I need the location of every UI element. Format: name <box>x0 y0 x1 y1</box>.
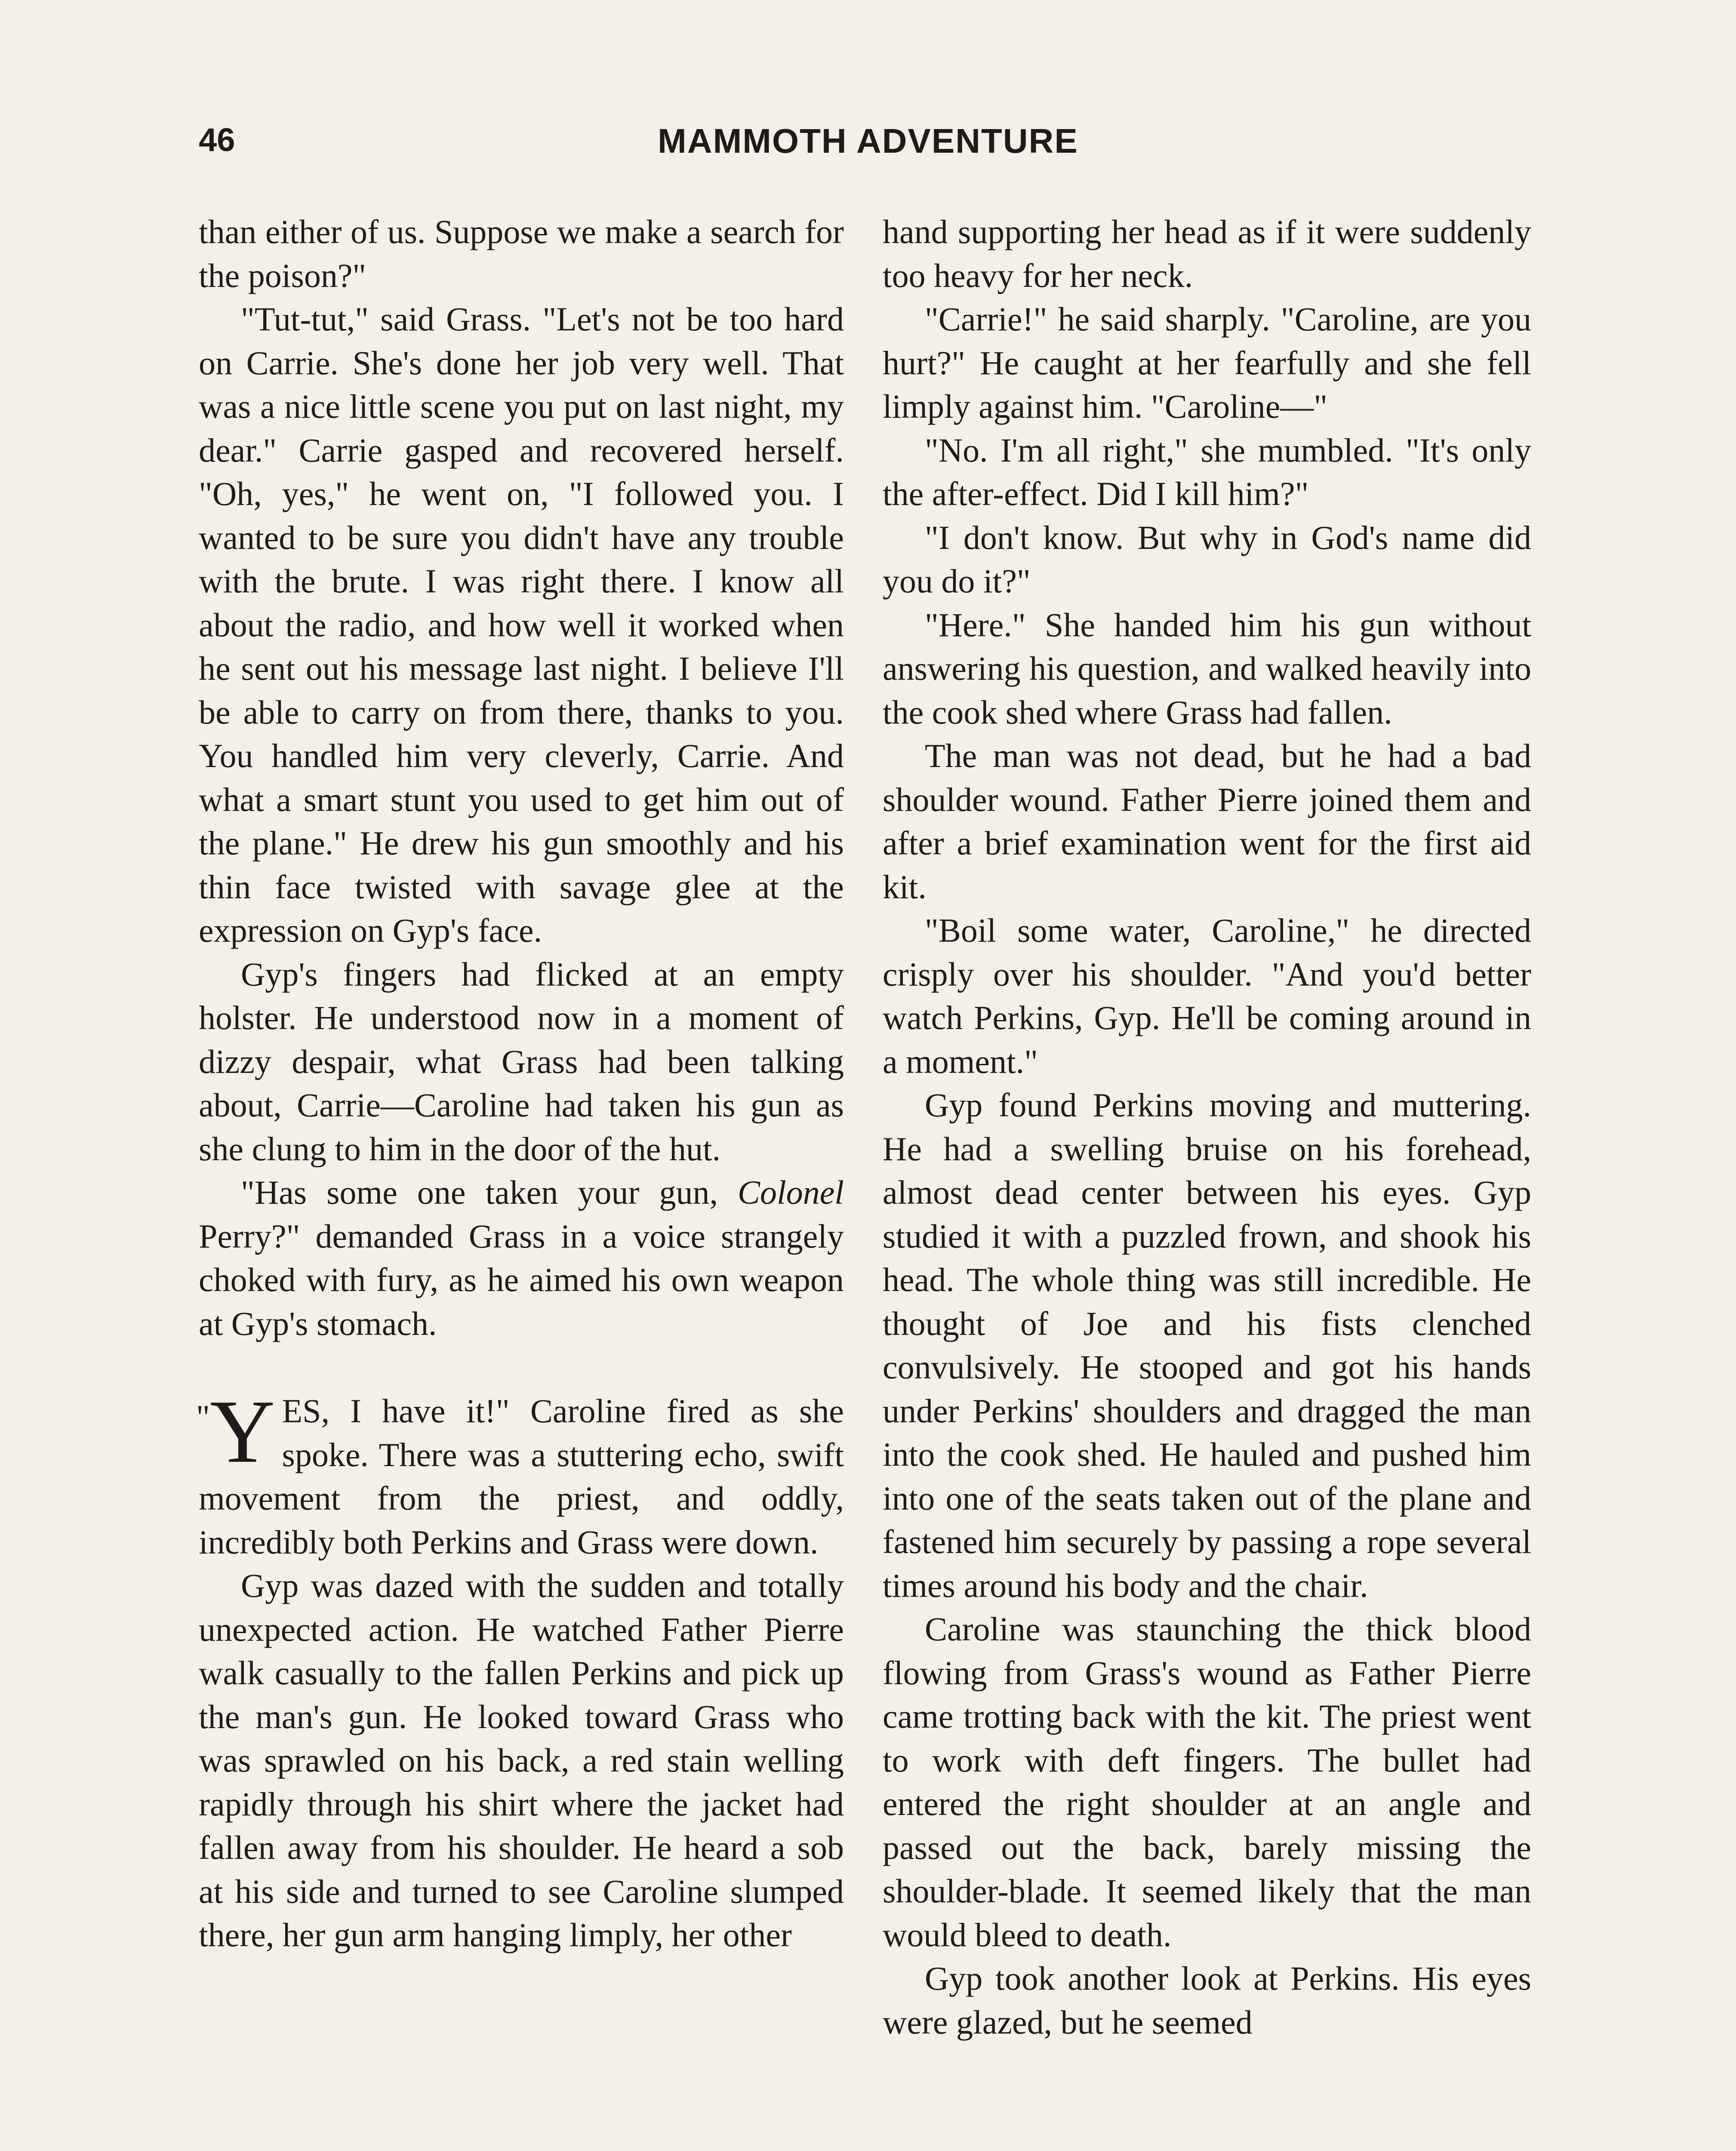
drop-cap-quote: " <box>196 1398 210 1436</box>
section-opening-paragraph <box>196 1382 844 1564</box>
paragraph: hand supporting her head as if it were suddenly too heavy for her neck. <box>883 213 1531 294</box>
paragraph: Gyp found Perkins moving and muttering. He had a swelling bruise on his forehead, almost dead center between his eyes. Gyp studied it with a puzzled frown, and shook his head. The whole thing was still incredible. He thought of Joe and his fists clenched convulsively. He stooped and got his hands under Perkins' shoulders and dragged the man into the cook shed. He hauled and pushed him into one of the seats taken out of the plane and fastened him securely by passing a rope several times around his body and the chair. <box>883 1086 1531 1604</box>
paragraph-text: ES, I have it!" Caroline fired as she spoke. There was a stuttering echo, swift movement from the priest, and oddly, incredibly both Perkins and Grass were down. <box>199 1392 844 1561</box>
running-title: MAMMOTH ADVENTURE <box>658 122 1078 160</box>
paragraph: Gyp took another look at Perkins. His eyes were glazed, but he seemed <box>883 1960 1531 2041</box>
drop-cap-letter: Y <box>209 1382 275 1482</box>
italic-word: Colonel <box>738 1174 844 1211</box>
drop-cap <box>196 1382 275 1482</box>
paragraph: Gyp's fingers had flicked at an empty holster. He understood now in a moment of dizzy despair, what Grass had been talking about, Carrie—Caroline had taken his gun as she clung to him in the door of the hut. <box>199 955 844 1168</box>
page-number: 46 <box>199 122 235 158</box>
paragraph: "Boil some water, Caroline," he directed crisply over his shoulder. "And you'd better watch Perkins, Gyp. He'll be coming around in a moment." <box>883 912 1531 1080</box>
paragraph: "No. I'm all right," she mumbled. "It's only the after-effect. Did I kill him?" <box>883 431 1531 512</box>
paragraph: The man was not dead, but he had a bad shoulder wound. Father Pierre joined them and after a brief examination went for the first aid kit. <box>883 737 1531 906</box>
paragraph <box>199 1171 844 1345</box>
paragraph-text: "Has some one taken your gun, Colonel Perry?" demanded Grass in a voice strangely choked with fury, as he aimed his own weapon at Gyp's stomach. <box>199 1174 844 1342</box>
paragraph: Caroline was staunching the thick blood flowing from Grass's wound as Father Pierre came trotting back with the kit. The priest went to work with deft fingers. The bullet had entered the right shoulder at an angle and passed out the back, barely missing the shoulder-blade. It seemed likely that the man would bleed to death. <box>883 1610 1531 1954</box>
paragraph: than either of us. Suppose we make a search for the poison?" <box>199 213 844 294</box>
paragraph: "I don't know. But why in God's name did you do it?" <box>883 518 1531 600</box>
right-column <box>883 210 1531 2044</box>
paragraph: "Here." She handed him his gun without answering his question, and walked heavily into the cook shed where Grass had fallen. <box>883 606 1531 731</box>
paragraph: "Carrie!" he said sharply. "Caroline, are you hurt?" He caught at her fearfully and she fell limply against him. "Caroline—" <box>883 300 1531 425</box>
paragraph: "Tut-tut," said Grass. "Let's not be too hard on Carrie. She's done her job very well. That was a nice little scene you put on last night, my dear." Carrie gasped and recovered herself. "Oh, yes," he went on, "I followed you. I wanted to be sure you didn't have any trouble with the brute. I was right there. I know all about the radio, and how well it worked when he sent out his message last night. I believe I'll be able to carry on from there, thanks to you. You handled him very cleverly, Carrie. And what a smart stunt you used to get him out of the plane." He drew his gun smoothly and his thin face twisted with savage glee at the expression on Gyp's face. <box>199 300 844 949</box>
left-column <box>196 210 844 1957</box>
paragraph: Gyp was dazed with the sudden and totally unexpected action. He watched Father Pierre walk casually to the fallen Perkins and pick up the man's gun. He looked toward Grass who was sprawled on his back, a red stain welling rapidly through his shirt where the jacket had fallen away from his shoulder. He heard a sob at his side and turned to see Caroline slumped there, her gun arm hanging limply, her other <box>199 1567 844 1954</box>
